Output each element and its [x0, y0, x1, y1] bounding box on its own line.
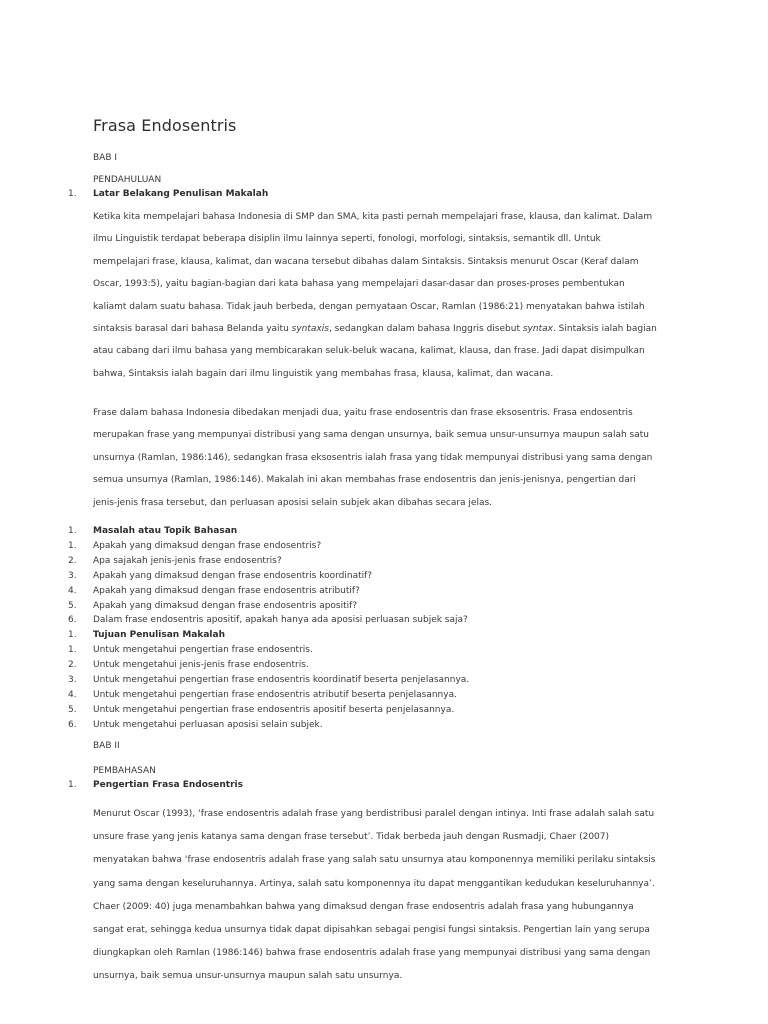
- paragraph-line: unsurnya (Ramlan, 1986:146), sedangkan frasa eksosentris ialah frasa yang tidak mempunyai distribusi yang sama dengan: [93, 452, 653, 463]
- list-item-number: 6.: [68, 615, 77, 626]
- list-section-heading: [68, 524, 708, 539]
- paragraph-line: Chaer (2009: 40) juga menambahkan bahwa yang dimaksud dengan frase endosentris adalah frasa yang hubungannya: [93, 901, 634, 912]
- list-item: [68, 703, 708, 718]
- list-item-text: Masalah atau Topik Bahasan: [93, 526, 238, 536]
- list-item-text: Untuk mengetahui perluasan aposisi selain subjek.: [93, 719, 323, 730]
- chapter-label-bab-2: BAB II: [93, 741, 120, 751]
- list-item-number: 1.: [68, 645, 77, 656]
- list-item: [68, 718, 708, 733]
- chapter-label-bab-1: BAB I: [93, 153, 118, 163]
- paragraph-line: sangat erat, sehingga kedua unsurnya tidak dapat dipisahkan sebagai pengisi fungsi sintaksis. Pengertian lain yang serupa: [93, 924, 650, 935]
- section-heading-pengertian: [68, 778, 708, 793]
- list-item-number: 2.: [68, 555, 77, 566]
- paragraph-line: Oscar, 1993:5), yaitu bagian-bagian dari kata bahasa yang mempelajari dasar-dasar dan proses-proses pembentukan: [93, 279, 625, 290]
- paragraph-line: Menurut Oscar (1993), ‘frase endosentris adalah frase yang berdistribusi paralel dengan intinya. Inti frase adalah salah satu: [93, 809, 655, 819]
- section-number: 1.: [68, 780, 77, 790]
- italic-term-syntax: syntax: [522, 323, 553, 334]
- paragraph-line-with-italics: [93, 318, 683, 340]
- list-item: [68, 673, 708, 688]
- list-item: [68, 599, 708, 614]
- paragraph-line: ilmu Linguistik terdapat beberapa disiplin ilmu lainnya seperti, fonologi, morfologi, sintaksis, semantik dll. Untuk: [93, 234, 601, 245]
- list-item-number: 3.: [68, 675, 77, 685]
- list-item-number: 1.: [68, 526, 77, 536]
- paragraph-latar-belakang-2: [93, 402, 683, 514]
- list-item-text: Untuk mengetahui pengertian frase endosentris atributif beserta penjelasannya.: [93, 689, 457, 700]
- list-item-text: Untuk mengetahui pengertian frase endosentris.: [93, 645, 313, 656]
- paragraph-line: bahwa, Sintaksis ialah bagain dari ilmu linguistik yang membahas frasa, klausa, kalimat, dan wacana.: [93, 368, 554, 379]
- list-item-text: Apakah yang dimaksud dengan frase endosentris atributif?: [93, 585, 360, 596]
- list-item-text: Apakah yang dimaksud dengan frase endosentris apositif?: [93, 600, 358, 611]
- section-heading-text: Pengertian Frasa Endosentris: [93, 780, 243, 790]
- paragraph-line: unsurnya, baik semua unsur-unsurnya maupun salah satu unsurnya.: [93, 971, 403, 982]
- list-item: [68, 539, 708, 554]
- list-item-number: 1.: [68, 540, 77, 551]
- paragraph-line: yang sama dengan keseluruhannya. Artinya, salah satu komponennya itu dapat menggantikan kedudukan keseluruhannya’.: [93, 878, 655, 889]
- paragraph-line: kaliamt dalam suatu bahasa. Tidak jauh berbeda, dengan pernyataan Oscar, Ramlan (1986:21) menyatakan bahwa istilah: [93, 301, 645, 312]
- list-item-number: 4.: [68, 585, 77, 596]
- list-item: [68, 688, 708, 703]
- italic-term-syntaxis: syntaxis: [291, 323, 329, 334]
- list-item: [68, 569, 708, 584]
- document-title: Frasa Endosentris: [93, 116, 237, 135]
- list-item-number: 1.: [68, 630, 77, 641]
- paragraph-line: menyatakan bahwa ‘frase endosentris adalah frase yang salah satu unsurnya atau komponennya memiliki perilaku sintaksis: [93, 855, 656, 866]
- paragraph-latar-belakang-1: [93, 206, 683, 385]
- paragraph-line: atau cabang dari ilmu bahasa yang membicarakan seluk-beluk wacana, kalimat, klausa, dan frase. Jadi dapat disimpulkan: [93, 346, 645, 357]
- list-item-text: Untuk mengetahui pengertian frase endosentris apositif beserta penjelasannya.: [93, 704, 455, 715]
- list-item-text: Untuk mengetahui jenis-jenis frase endosentris.: [93, 660, 309, 671]
- paragraph-line: semua unsurnya (Ramlan, 1986:146). Makalah ini akan membahas frase endosentris dan jenis-jenisnya, pengertian dari: [93, 475, 636, 486]
- text-run: sintaksis barasal dari bahasa Belanda yaitu: [93, 323, 292, 334]
- paragraph-line: jenis-jenis frasa tersebut, dan perluasan aposisi selain subjek akan dibahas secara jelas.: [93, 497, 493, 508]
- list-item-number: 5.: [68, 704, 77, 715]
- list-item: [68, 643, 708, 658]
- text-run: , sedangkan dalam bahasa Inggris disebut: [328, 323, 523, 334]
- text-run: . Sintaksis ialah bagian: [552, 323, 657, 334]
- list-item: [68, 554, 708, 569]
- paragraph-pengertian: [93, 803, 683, 989]
- list-item-text: Untuk mengetahui pengertian frase endosentris koordinatif beserta penjelasannya.: [93, 675, 470, 685]
- list-item-number: 5.: [68, 600, 77, 611]
- section-number: 1.: [68, 189, 77, 199]
- list-item: [68, 658, 708, 673]
- section-heading-text: Latar Belakang Penulisan Makalah: [93, 189, 269, 199]
- list-item-number: 6.: [68, 719, 77, 730]
- paragraph-line: diungkapkan oleh Ramlan (1986:146) bahwa frase endosentris adalah frase yang mempunyai distribusi yang sama dengan: [93, 948, 651, 959]
- list-item-text: Apakah yang dimaksud dengan frase endosentris koordinatif?: [93, 570, 373, 581]
- list-item: [68, 584, 708, 599]
- paragraph-line: Frase dalam bahasa Indonesia dibedakan menjadi dua, yaitu frase endosentris dan frase eksosentris. Frasa endosentris: [93, 408, 633, 418]
- list-item: [68, 613, 708, 628]
- paragraph-line: Ketika kita mempelajari bahasa Indonesia di SMP dan SMA, kita pasti pernah mempelajari frase, klausa, dan kalimat. Dalam: [93, 212, 653, 222]
- paragraph-line: merupakan frase yang mempunyai distribusi yang sama dengan unsurnya, baik semua unsur-unsurnya maupun salah satu: [93, 430, 649, 441]
- list-item-number: 4.: [68, 689, 77, 700]
- chapter-title-pembahasan: PEMBAHASAN: [93, 766, 156, 776]
- list-item-text: Apakah yang dimaksud dengan frase endosentris?: [93, 540, 322, 551]
- list-section-heading: [68, 628, 708, 643]
- list-item-number: 2.: [68, 660, 77, 671]
- paragraph-line: mempelajari frase, klausa, kalimat, dan wacana tersebut dibahas dalam Sintaksis. Sintaksis menurut Oscar (Keraf dalam: [93, 256, 639, 267]
- list-item-text: Tujuan Penulisan Makalah: [93, 630, 225, 641]
- list-item-number: 3.: [68, 570, 77, 581]
- list-item-text: Dalam frase endosentris apositif, apakah hanya ada aposisi perluasan subjek saja?: [93, 615, 468, 626]
- section-heading-latar-belakang: [68, 187, 708, 202]
- list-item-text: Apa sajakah jenis-jenis frase endosentris?: [93, 555, 282, 566]
- chapter-title-pendahuluan: PENDAHULUAN: [93, 175, 162, 185]
- paragraph-line: unsure frase yang jenis katanya sama dengan frase tersebut’. Tidak berbeda jauh dengan Rusmadji, Chaer (2007): [93, 832, 610, 843]
